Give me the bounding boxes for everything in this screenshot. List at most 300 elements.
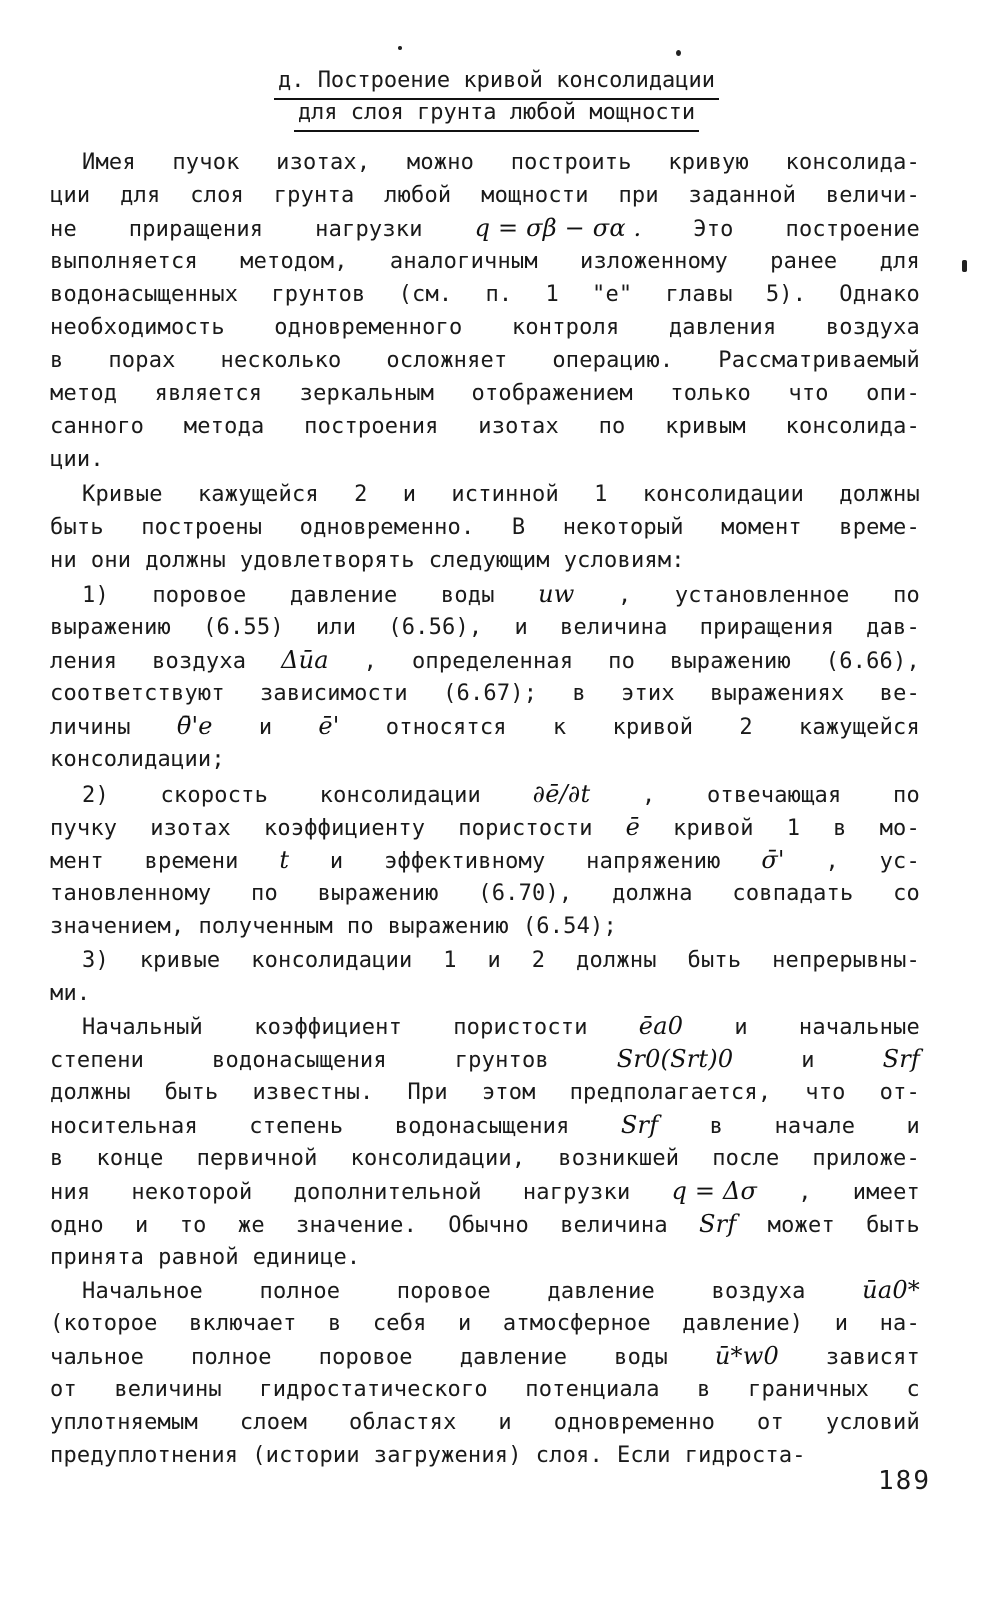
word: выражению bbox=[50, 615, 172, 640]
word: , bbox=[363, 649, 378, 674]
word: быть bbox=[164, 1080, 219, 1105]
word: при bbox=[618, 183, 659, 208]
paragraph-curves bbox=[50, 478, 920, 577]
word: тановленному bbox=[50, 881, 212, 906]
word: этом bbox=[481, 1080, 536, 1105]
text-line bbox=[50, 544, 920, 577]
word: в bbox=[50, 348, 64, 373]
word: известны. bbox=[252, 1080, 374, 1105]
word: ции bbox=[50, 183, 91, 208]
paragraph-intro bbox=[50, 146, 920, 476]
text-line bbox=[50, 677, 920, 710]
formula: ē' bbox=[318, 712, 340, 740]
word: изложенному bbox=[580, 249, 728, 274]
formula: q = σβ − σα . bbox=[474, 214, 642, 242]
text-line bbox=[50, 478, 920, 511]
text-line bbox=[50, 778, 920, 811]
word: изотах, bbox=[276, 150, 371, 175]
word: приращения bbox=[128, 217, 264, 242]
text-line bbox=[50, 1340, 920, 1373]
text-line bbox=[50, 611, 920, 644]
word: быть bbox=[50, 515, 104, 540]
word: и bbox=[906, 1114, 920, 1139]
word: , bbox=[798, 1180, 812, 1205]
word: от bbox=[50, 1377, 77, 1402]
formula: Sr0(Srt)0 bbox=[616, 1045, 734, 1073]
word: должна bbox=[612, 881, 693, 906]
word: что bbox=[805, 1080, 846, 1105]
word: включает bbox=[188, 1311, 297, 1336]
word: значение. bbox=[296, 1213, 418, 1238]
text-line bbox=[50, 1175, 920, 1208]
word: воздуха bbox=[152, 649, 247, 674]
word: предполагается, bbox=[569, 1080, 772, 1105]
word: некоторый bbox=[562, 515, 684, 540]
word: или bbox=[315, 615, 357, 640]
text-line bbox=[50, 877, 920, 910]
word: метод bbox=[50, 381, 118, 406]
formula: ē bbox=[625, 813, 641, 841]
word: Если bbox=[616, 1443, 671, 1468]
text-line bbox=[50, 311, 920, 344]
section-heading-line-2 bbox=[0, 96, 993, 132]
word: носительная bbox=[50, 1114, 198, 1139]
word: быть bbox=[687, 948, 742, 973]
word: в bbox=[697, 1377, 711, 1402]
text-line bbox=[50, 977, 920, 1010]
word: аналогичным bbox=[389, 249, 538, 274]
word: приращения bbox=[699, 615, 835, 640]
formula: uw bbox=[538, 580, 575, 608]
word: 2 bbox=[739, 715, 753, 740]
text-line bbox=[50, 1010, 920, 1043]
word: для bbox=[120, 183, 161, 208]
word: одно bbox=[50, 1213, 104, 1238]
text-line bbox=[50, 910, 920, 943]
section-heading-text: д. Построение кривой консолидации bbox=[274, 64, 719, 100]
text-line bbox=[50, 443, 920, 476]
word: возникшей bbox=[558, 1146, 680, 1171]
text-line bbox=[50, 811, 920, 844]
word: несколько bbox=[220, 348, 342, 373]
word: любой bbox=[384, 183, 452, 208]
text-line bbox=[50, 278, 920, 311]
word: одновременно. bbox=[299, 515, 475, 540]
word: в bbox=[572, 681, 586, 706]
word: быть bbox=[866, 1213, 920, 1238]
text-line bbox=[50, 1109, 920, 1142]
word: (6.67); bbox=[443, 681, 538, 706]
word: воды bbox=[440, 583, 495, 608]
word: от bbox=[757, 1410, 784, 1435]
word: давление bbox=[289, 583, 398, 608]
word: на- bbox=[879, 1311, 920, 1336]
word: При bbox=[407, 1080, 448, 1105]
word: (6.56), bbox=[388, 615, 483, 640]
word: кривой bbox=[612, 715, 694, 740]
word: предуплотнения bbox=[50, 1443, 239, 1468]
text-line bbox=[50, 344, 920, 377]
word: Начальное bbox=[82, 1279, 204, 1304]
formula: Srf bbox=[882, 1045, 920, 1073]
word: в bbox=[327, 1311, 342, 1336]
paragraph-condition-2 bbox=[50, 778, 920, 943]
word: загружения) bbox=[373, 1443, 522, 1468]
word: должны bbox=[839, 482, 920, 507]
word: выражению bbox=[317, 881, 439, 906]
word: ни bbox=[50, 548, 77, 573]
text-line bbox=[50, 212, 920, 245]
word: консолидации, bbox=[350, 1146, 526, 1171]
text-line bbox=[50, 644, 920, 677]
word: слоя bbox=[190, 183, 244, 208]
word: полученным bbox=[198, 914, 333, 939]
word: воздуха bbox=[825, 315, 920, 340]
word: (которое bbox=[50, 1311, 158, 1336]
formula: σ̄' bbox=[761, 846, 785, 874]
word: полное bbox=[191, 1345, 272, 1370]
word: первичной bbox=[196, 1146, 318, 1171]
word: величина bbox=[560, 615, 668, 640]
word: областях bbox=[348, 1410, 457, 1435]
word: совпадать bbox=[732, 881, 854, 906]
word: потенциала bbox=[525, 1377, 660, 1402]
word: водонасыщения bbox=[212, 1048, 387, 1073]
word: и bbox=[329, 849, 344, 874]
word: осложняет bbox=[386, 348, 508, 373]
word: по bbox=[598, 414, 626, 439]
text-line bbox=[50, 245, 920, 278]
word: времени bbox=[144, 849, 239, 874]
word: водонасыщения bbox=[394, 1114, 570, 1139]
word: 5). bbox=[765, 282, 807, 307]
word: величины bbox=[114, 1377, 222, 1402]
word: пучку bbox=[50, 816, 118, 841]
word: и bbox=[458, 1311, 472, 1336]
word: консолида- bbox=[785, 414, 920, 439]
formula: q = Δσ bbox=[671, 1177, 758, 1205]
section-heading-text: для слоя грунта любой мощности bbox=[294, 96, 699, 132]
word: кажущейся bbox=[197, 482, 319, 507]
word: и bbox=[734, 1015, 748, 1040]
text-line bbox=[50, 377, 920, 410]
word: изотах bbox=[478, 414, 559, 439]
word: непрерывны- bbox=[772, 948, 920, 973]
word: в bbox=[50, 1146, 64, 1171]
word: нагрузки bbox=[522, 1180, 631, 1205]
text-line bbox=[50, 944, 920, 977]
word: 3) bbox=[82, 948, 109, 973]
word: относятся bbox=[385, 715, 507, 740]
word: грунтов bbox=[454, 1048, 549, 1073]
word: п. bbox=[485, 282, 513, 307]
word: мо- bbox=[879, 816, 920, 841]
word: кривые bbox=[139, 948, 221, 973]
word: заданной bbox=[688, 183, 797, 208]
word: величина bbox=[560, 1213, 668, 1238]
formula: t bbox=[279, 846, 290, 874]
word: мент bbox=[50, 849, 104, 874]
word: поровое bbox=[396, 1279, 491, 1304]
word: контроля bbox=[511, 315, 620, 340]
word: напряжению bbox=[586, 849, 721, 874]
word: поровое bbox=[152, 583, 247, 608]
section-heading-line-1 bbox=[0, 64, 993, 100]
text-line bbox=[50, 1439, 920, 1472]
word: и bbox=[402, 482, 417, 507]
word: коэффициент bbox=[254, 1015, 403, 1040]
word: должны bbox=[50, 1080, 131, 1105]
word: истинной bbox=[451, 482, 559, 507]
formula: Δūa bbox=[281, 646, 329, 674]
text-line bbox=[50, 743, 920, 776]
word: мощности bbox=[481, 183, 589, 208]
word: , bbox=[641, 783, 656, 808]
word: единице. bbox=[252, 1245, 361, 1270]
text-line bbox=[50, 1274, 920, 1307]
formula: ēa0 bbox=[638, 1012, 684, 1040]
word: кажущейся bbox=[798, 715, 920, 740]
word: личины bbox=[50, 715, 131, 740]
word: кривой bbox=[673, 816, 754, 841]
word: дав- bbox=[866, 615, 920, 640]
word: воздуха bbox=[711, 1279, 806, 1304]
word: этих bbox=[621, 681, 675, 706]
word: консолидации bbox=[251, 948, 413, 973]
word: операцию. bbox=[552, 348, 674, 373]
word: грунтов bbox=[271, 282, 366, 307]
paragraph-condition-3 bbox=[50, 944, 920, 1010]
word: выражениях bbox=[710, 681, 845, 706]
word: Обычно bbox=[448, 1213, 529, 1238]
word: только bbox=[670, 381, 751, 406]
word: по bbox=[346, 914, 374, 939]
word: ми. bbox=[50, 981, 91, 1006]
word: 1 bbox=[443, 948, 457, 973]
word: поровое bbox=[318, 1345, 413, 1370]
text-line bbox=[50, 710, 920, 743]
word: в bbox=[833, 816, 847, 841]
word: 1) bbox=[82, 583, 109, 608]
word: по bbox=[251, 881, 278, 906]
word: (6.70), bbox=[478, 881, 573, 906]
formula: ūa0* bbox=[862, 1276, 920, 1304]
word: 2) bbox=[82, 783, 109, 808]
text-line bbox=[50, 410, 920, 443]
scan-speck bbox=[676, 50, 681, 56]
word: степень bbox=[249, 1114, 344, 1139]
paragraph-condition-1 bbox=[50, 578, 920, 776]
word: гидроста- bbox=[684, 1443, 806, 1468]
word: Рассматриваемый bbox=[718, 348, 920, 373]
word: с bbox=[906, 1377, 920, 1402]
formula: ∂ē/∂t bbox=[532, 780, 591, 808]
word: эффективному bbox=[384, 849, 546, 874]
word: должны bbox=[576, 948, 657, 973]
formula: θ̄'e bbox=[176, 712, 213, 740]
word: величи- bbox=[825, 183, 920, 208]
word: Имея bbox=[82, 150, 136, 175]
text-line bbox=[50, 511, 920, 544]
word: зависят bbox=[825, 1345, 920, 1370]
word: выполняется bbox=[50, 249, 198, 274]
word: воды bbox=[614, 1345, 668, 1370]
word: что bbox=[788, 381, 829, 406]
word: одновременного bbox=[274, 315, 463, 340]
word: условий bbox=[825, 1410, 920, 1435]
text-line bbox=[50, 179, 920, 212]
word: определенная bbox=[411, 649, 574, 674]
word: давления bbox=[668, 315, 777, 340]
word: отвечающая bbox=[706, 783, 842, 808]
word: (истории bbox=[252, 1443, 360, 1468]
word: (6.55) bbox=[203, 615, 284, 640]
word: , bbox=[617, 583, 632, 608]
word: и bbox=[834, 1311, 849, 1336]
text-line bbox=[50, 1406, 920, 1439]
word: степени bbox=[50, 1048, 145, 1073]
word: некоторой bbox=[131, 1180, 253, 1205]
word: зависимости bbox=[259, 681, 408, 706]
word: ния bbox=[50, 1180, 91, 1205]
word: момент bbox=[721, 515, 802, 540]
word: време- bbox=[839, 515, 920, 540]
scan-speck bbox=[962, 260, 967, 272]
word: консолида- bbox=[785, 150, 920, 175]
word: чальное bbox=[50, 1345, 145, 1370]
word: Это bbox=[693, 217, 734, 242]
formula: Srf bbox=[699, 1210, 737, 1238]
text-line bbox=[50, 1307, 920, 1340]
word: 2 bbox=[531, 948, 546, 973]
word: имеет bbox=[852, 1180, 920, 1205]
word: слоем bbox=[239, 1410, 308, 1435]
word: после bbox=[712, 1146, 780, 1171]
word: Однако bbox=[839, 282, 920, 307]
word: давление) bbox=[682, 1311, 804, 1336]
word: соответствуют bbox=[50, 681, 225, 706]
word: (6.66), bbox=[825, 649, 920, 674]
word: необходимость bbox=[50, 315, 225, 340]
word: можно bbox=[406, 150, 475, 175]
text-line bbox=[50, 1043, 920, 1076]
word: и bbox=[498, 1410, 512, 1435]
word: , bbox=[825, 849, 839, 874]
text-line bbox=[50, 1076, 920, 1109]
word: методом, bbox=[240, 249, 348, 274]
word: выражению bbox=[387, 914, 509, 939]
word: значением, bbox=[50, 914, 185, 939]
word: коэффициенту bbox=[263, 816, 426, 841]
word: санного bbox=[50, 414, 145, 439]
word: для bbox=[879, 249, 920, 274]
word: граничных bbox=[748, 1377, 870, 1402]
word: пучок bbox=[172, 150, 240, 175]
word: начальные bbox=[798, 1015, 920, 1040]
word: установленное bbox=[674, 583, 850, 608]
word: "е" bbox=[592, 282, 633, 307]
word: пористости bbox=[458, 816, 593, 841]
word: 2 bbox=[354, 482, 368, 507]
word: от- bbox=[879, 1080, 920, 1105]
word: давление bbox=[547, 1279, 655, 1304]
text-line bbox=[50, 578, 920, 611]
word: Кривые bbox=[82, 482, 163, 507]
word: построены bbox=[141, 515, 263, 540]
formula: ū*w0 bbox=[714, 1342, 779, 1370]
text-line bbox=[50, 1373, 920, 1406]
word: изотах bbox=[150, 816, 231, 841]
word: начале bbox=[774, 1114, 856, 1139]
word: водонасыщенных bbox=[50, 282, 239, 307]
word: скорость bbox=[160, 783, 269, 808]
word: себя bbox=[372, 1311, 427, 1336]
text-line bbox=[50, 1208, 920, 1241]
formula: Srf bbox=[620, 1111, 659, 1139]
word: конце bbox=[96, 1146, 164, 1171]
text-line bbox=[50, 146, 920, 179]
word: в bbox=[709, 1114, 724, 1139]
paragraph-initial-porosity bbox=[50, 1010, 920, 1274]
text-line bbox=[50, 1142, 920, 1175]
word: ранее bbox=[770, 249, 838, 274]
word: одновременно bbox=[553, 1410, 716, 1435]
word: по bbox=[893, 583, 920, 608]
word: построения bbox=[304, 414, 439, 439]
word: атмосферное bbox=[502, 1311, 651, 1336]
word: следующим bbox=[428, 548, 550, 573]
paragraph-initial-pressure bbox=[50, 1274, 920, 1472]
word: Начальный bbox=[82, 1015, 204, 1040]
word: и bbox=[258, 715, 273, 740]
word: может bbox=[767, 1213, 835, 1238]
word: то bbox=[179, 1213, 207, 1238]
word: по bbox=[893, 783, 920, 808]
word: принята bbox=[50, 1245, 145, 1270]
word: условиям: bbox=[563, 548, 685, 573]
word: является bbox=[154, 381, 263, 406]
word: консолидации bbox=[319, 783, 481, 808]
scan-speck bbox=[398, 46, 402, 50]
word: давление bbox=[459, 1345, 568, 1370]
word: 1 bbox=[545, 282, 559, 307]
word: опи- bbox=[866, 381, 920, 406]
word: нагрузки bbox=[315, 217, 423, 242]
word: грунта bbox=[273, 183, 355, 208]
word: 1 bbox=[594, 482, 608, 507]
word: со bbox=[893, 881, 920, 906]
word: пористости bbox=[453, 1015, 588, 1040]
word: порах bbox=[108, 348, 176, 373]
word: ления bbox=[50, 649, 118, 674]
word: ции. bbox=[50, 447, 104, 472]
word: главы bbox=[665, 282, 733, 307]
word: отображением bbox=[471, 381, 633, 406]
word: метода bbox=[183, 414, 265, 439]
word: кривым bbox=[665, 414, 746, 439]
word: кривую bbox=[668, 150, 749, 175]
word: слоя. bbox=[535, 1443, 603, 1468]
word: к bbox=[552, 715, 567, 740]
word: (6.54); bbox=[522, 914, 617, 939]
word: ус- bbox=[879, 849, 920, 874]
page-number: 189 bbox=[878, 1466, 931, 1496]
word: (см. bbox=[398, 282, 453, 307]
word: консолидации; bbox=[50, 747, 225, 772]
word: построение bbox=[785, 217, 920, 242]
word: же bbox=[237, 1213, 265, 1238]
word: полное bbox=[259, 1279, 341, 1304]
